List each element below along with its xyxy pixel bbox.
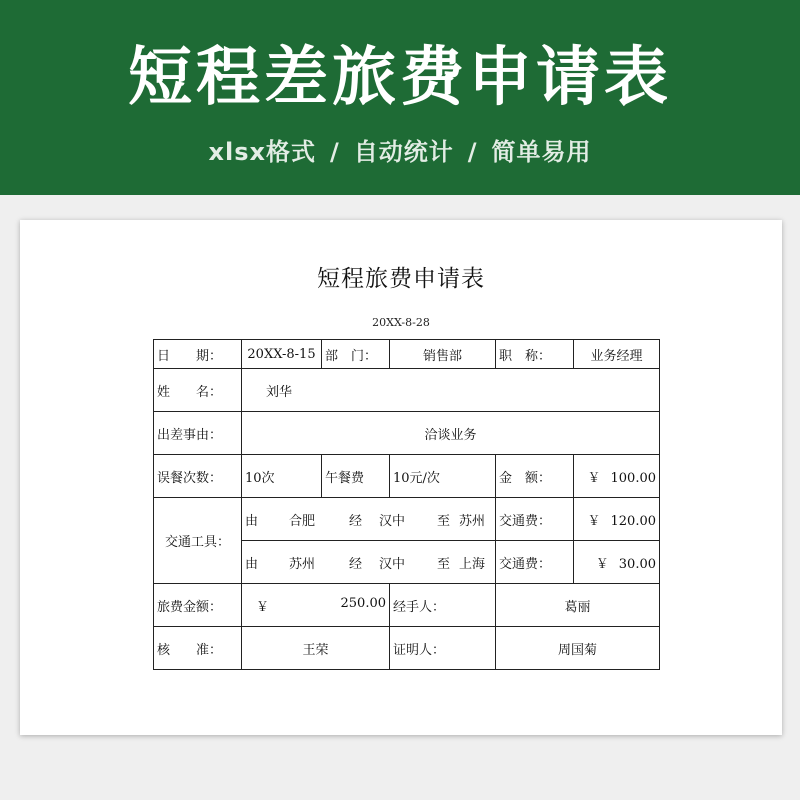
missed-meals-count[interactable]: 10次 xyxy=(242,455,322,498)
lunch-fee-value[interactable]: 10元/次 xyxy=(390,455,496,498)
transport-fee-value: 120.00 xyxy=(610,513,656,529)
transport-fee-value: 30.00 xyxy=(618,556,656,572)
reason-value[interactable]: 洽谈业务 xyxy=(242,412,660,455)
name-label: 姓 名： xyxy=(154,369,242,412)
date-label: 日 期： xyxy=(154,340,242,369)
table-row xyxy=(154,498,660,541)
document-sheet xyxy=(20,220,782,735)
transport-route-2[interactable] xyxy=(242,541,496,584)
route-to-city: 苏州 xyxy=(459,513,486,529)
subtitle-separator: / xyxy=(467,138,478,166)
handler-value[interactable]: 葛丽 xyxy=(496,584,660,627)
transport-route-1[interactable] xyxy=(242,498,496,541)
witness-value[interactable]: 周国菊 xyxy=(496,627,660,670)
route-via-word: 经 xyxy=(349,556,363,572)
travel-expense-form xyxy=(153,339,660,670)
transport-label: 交通工具： xyxy=(154,498,242,584)
witness-label: 证明人： xyxy=(390,627,496,670)
subtitle-auto-stat: 自动统计 xyxy=(353,138,454,166)
document-title: 短程旅费申请表 xyxy=(317,266,485,292)
meal-amount-label: 金 额： xyxy=(496,455,574,498)
banner-title: 短程差旅费申请表 xyxy=(128,41,672,115)
department-label: 部 门： xyxy=(322,340,390,369)
date-value[interactable]: 20XX-8-15 xyxy=(242,340,322,369)
table-row xyxy=(154,584,660,627)
table-row xyxy=(154,412,660,455)
approver-value[interactable]: 王荣 xyxy=(242,627,390,670)
table-row xyxy=(154,369,660,412)
transport-fee-label: 交通费： xyxy=(496,541,574,584)
route-via-city: 汉中 xyxy=(379,513,406,529)
banner-subtitle xyxy=(0,134,800,170)
lunch-fee-label: 午餐费 xyxy=(322,455,390,498)
route-from-city: 苏州 xyxy=(289,556,316,572)
meal-amount-value: 100.00 xyxy=(610,470,656,486)
name-value[interactable]: 刘华 xyxy=(242,369,660,412)
currency-symbol: ￥ xyxy=(587,513,601,529)
currency-symbol: ￥ xyxy=(587,470,601,486)
missed-meals-label: 误餐次数： xyxy=(154,455,242,498)
document-date: 20XX-8-28 xyxy=(372,316,430,329)
route-from-city: 合肥 xyxy=(289,513,316,529)
total-amount-value: 250.00 xyxy=(340,595,386,611)
job-title-label: 职 称： xyxy=(496,340,574,369)
route-via-city: 汉中 xyxy=(379,556,406,572)
route-to-word: 至 xyxy=(437,513,451,529)
route-from-word: 由 xyxy=(245,513,259,529)
currency-symbol: ￥ xyxy=(256,599,270,615)
subtitle-easy-use: 简单易用 xyxy=(491,138,592,166)
table-row xyxy=(154,340,660,369)
total-label: 旅费金额： xyxy=(154,584,242,627)
job-title-value[interactable]: 业务经理 xyxy=(574,340,660,369)
department-value[interactable]: 销售部 xyxy=(390,340,496,369)
route-to-city: 上海 xyxy=(459,556,486,572)
route-from-word: 由 xyxy=(245,556,259,572)
approval-label: 核 准： xyxy=(154,627,242,670)
total-amount-cell[interactable] xyxy=(242,584,390,627)
header-banner xyxy=(0,0,800,195)
meal-amount-cell[interactable] xyxy=(574,455,660,498)
reason-label: 出差事由： xyxy=(154,412,242,455)
table-row xyxy=(154,627,660,670)
route-to-word: 至 xyxy=(437,556,451,572)
transport-fee-cell[interactable] xyxy=(574,541,660,584)
currency-symbol: ￥ xyxy=(595,556,609,572)
transport-fee-label: 交通费： xyxy=(496,498,574,541)
subtitle-format: xlsx格式 xyxy=(208,138,316,166)
transport-fee-cell[interactable] xyxy=(574,498,660,541)
route-via-word: 经 xyxy=(349,513,363,529)
table-row xyxy=(154,455,660,498)
subtitle-separator: / xyxy=(329,138,340,166)
handler-label: 经手人： xyxy=(390,584,496,627)
